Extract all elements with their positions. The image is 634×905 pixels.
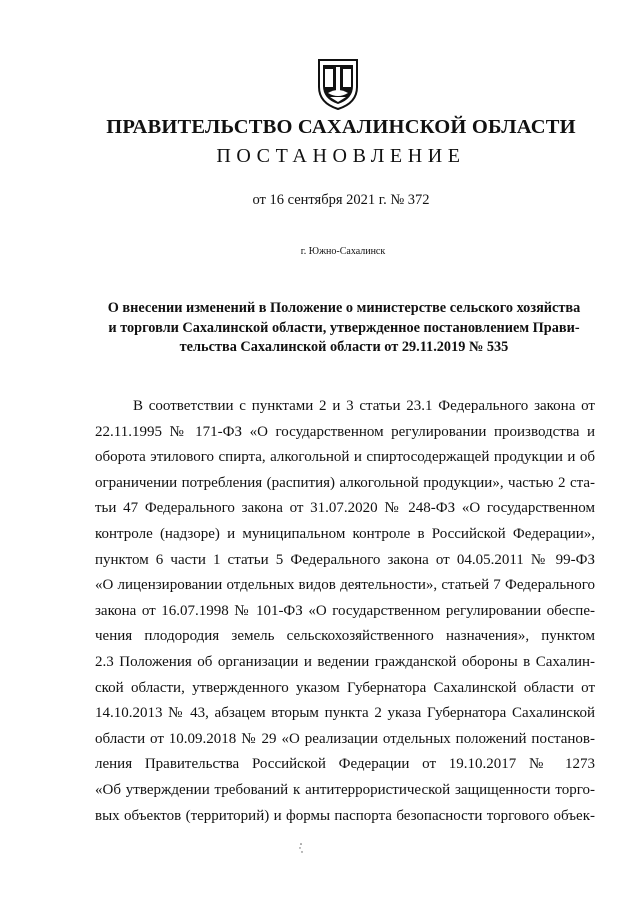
body-line: «О лицензировании отдельных видов деятельности», статьей 7 Федерального bbox=[95, 577, 595, 594]
body-line: 2.3 Положения об организации и ведении гражданской обороны в Сахалин- bbox=[95, 654, 595, 670]
body-line: вых объектов (территорий) и формы паспорта безопасности торгового объек- bbox=[95, 807, 595, 824]
subject-line: тельства Сахалинской области от 29.11.2019 № 535 bbox=[179, 339, 509, 355]
body-line: области от 10.09.2018 № 29 «О реализации отдельных положений постанов- bbox=[95, 730, 595, 747]
subject-line: О внесении изменений в Положение о министерстве сельского хозяйства bbox=[107, 300, 581, 316]
organization-title: ПРАВИТЕЛЬСТВО САХАЛИНСКОЙ ОБЛАСТИ bbox=[106, 116, 576, 138]
body-line: 22.11.1995 № 171-ФЗ «О государственном регулировании производства и bbox=[95, 423, 595, 440]
subject-line: и торговли Сахалинской области, утвержденное постановлением Прави- bbox=[108, 319, 580, 336]
body-line: ления Правительства Российской Федерации от 19.10.2017 № 1273 bbox=[95, 756, 595, 773]
body-line: «Об утверждении требований к антитеррористической защищенности торго- bbox=[95, 782, 595, 798]
body-line: ограничении потребления (распития) алкогольной продукции», частью 2 ста- bbox=[95, 474, 595, 491]
scan-speck bbox=[298, 842, 304, 854]
document-type-title: ПОСТАНОВЛЕНИЕ bbox=[216, 145, 466, 167]
body-line: тьи 47 Федерального закона от 31.07.2020 № 248-ФЗ «О государственном bbox=[95, 500, 595, 517]
body-line: оборота этилового спирта, алкогольной и спиртосодержащей продукции и об bbox=[95, 449, 595, 466]
document-subject bbox=[94, 299, 594, 358]
body-line: В соответствии с пунктами 2 и 3 статьи 23.1 Федерального закона от bbox=[133, 398, 595, 414]
document-place: г. Южно-Сахалинск bbox=[300, 246, 386, 257]
body-line: чения плодородия земель сельскохозяйственного назначения», пунктом bbox=[95, 628, 595, 645]
body-line: закона от 16.07.1998 № 101-ФЗ «О государственном регулировании обеспе- bbox=[95, 602, 595, 619]
coat-of-arms-icon bbox=[316, 57, 360, 111]
body-line: контроле (надзоре) и муниципальном контроле в Российской Федерации», bbox=[95, 526, 595, 542]
body-line: пунктом 6 части 1 статьи 5 Федерального закона от 04.05.2011 № 99-ФЗ bbox=[95, 551, 595, 568]
document-date-number: от 16 сентября 2021 г. № 372 bbox=[252, 192, 430, 208]
body-line: 14.10.2013 № 43, абзацем вторым пункта 2 указа Губернатора Сахалинской bbox=[95, 705, 595, 722]
body-line: ской области, утвержденного указом Губернатора Сахалинской области от bbox=[95, 679, 595, 696]
